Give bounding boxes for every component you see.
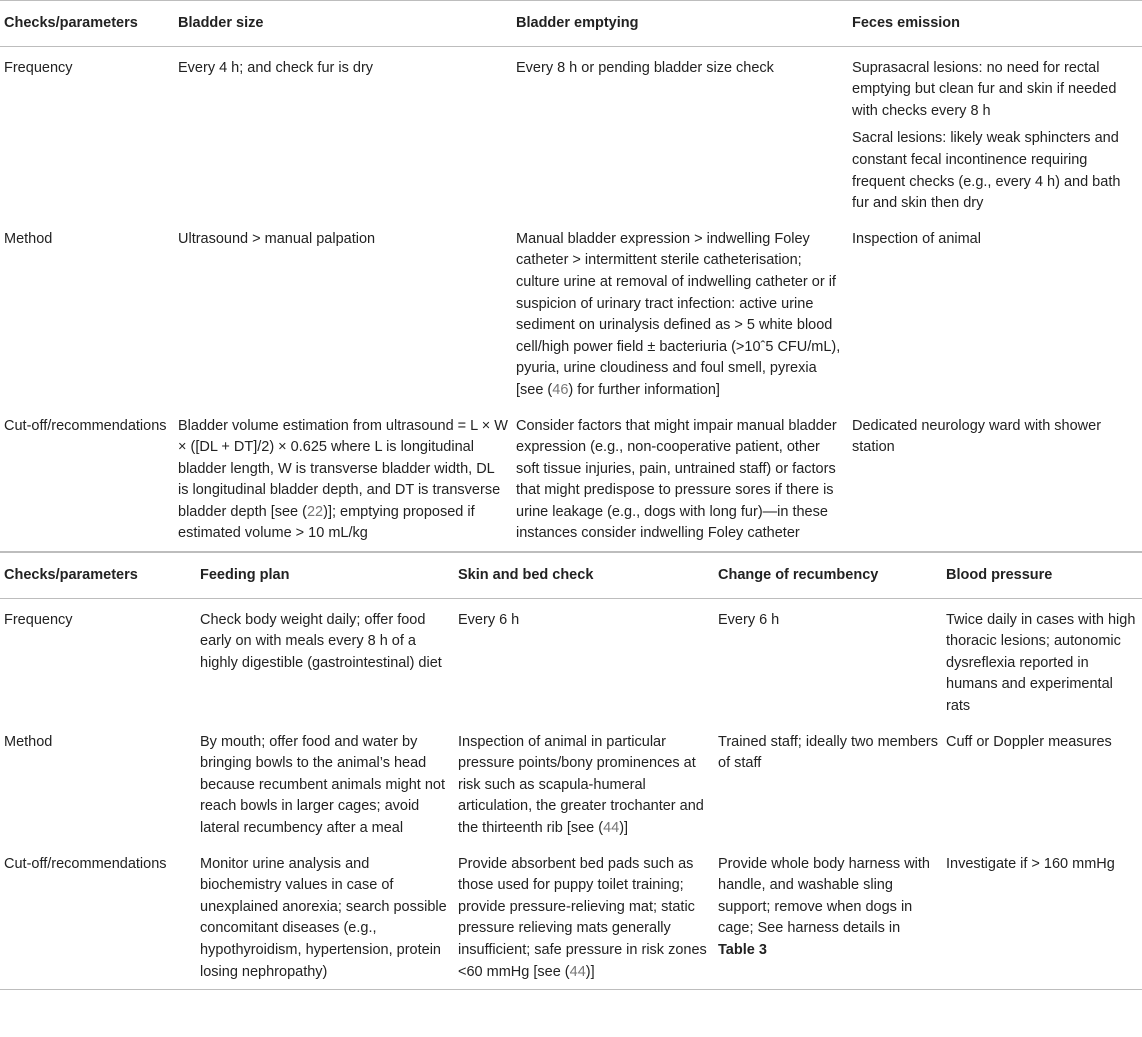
table2-header-change-recumbency: Change of recumbency bbox=[714, 553, 942, 599]
table1-header-feces-emission: Feces emission bbox=[848, 1, 1142, 47]
table2-header-skin-bed-check: Skin and bed check bbox=[454, 553, 714, 599]
row-label: Method bbox=[4, 733, 53, 750]
table1-header-row bbox=[0, 1, 1142, 47]
cell-bladder-size: Every 4 h; and check fur is dry bbox=[178, 59, 374, 76]
feces-sacral-text: Sacral lesions: likely weak sphincters and constant fecal incontinence requiring frequent checks (e.g., every 4 h) and bath fur and skin then dry bbox=[852, 130, 1121, 212]
cell-text: )] bbox=[619, 820, 629, 836]
table2-header-row bbox=[0, 553, 1142, 599]
cell-bladder-emptying: Consider factors that might impair manual bladder expression (e.g., non-cooperative patient, other soft tissue injuries, pain, untrained staff) or factors that might predispose to pressure sores if there is urine leakage (e.g., dogs with long fur)—in these instances consider indwelling Foley catheter bbox=[512, 405, 848, 552]
cell-text: Inspection of animal in particular pressure points/bony prominences at risk such as scapula-humeral articulation, the greater trochanter and the thirteenth rib [see ( bbox=[458, 733, 704, 836]
cell-skin-bed-check bbox=[454, 721, 714, 843]
table2-header-checks: Checks/parameters bbox=[0, 553, 196, 599]
cell-feeding-plan: By mouth; offer food and water by bringing bowls to the animal’s head because recumbent animals might not reach bowls in larger cages; avoid lateral recumbency after a meal bbox=[200, 733, 446, 836]
table1-row-method bbox=[0, 218, 1142, 405]
cell-text: )]; emptying proposed if estimated volume > 10 mL/kg bbox=[178, 503, 475, 542]
table2-header-blood-pressure: Blood pressure bbox=[942, 553, 1142, 599]
table1-header-bladder-emptying: Bladder emptying bbox=[512, 1, 848, 47]
reference-link[interactable]: 44 bbox=[603, 820, 620, 836]
cell-bladder-size: Ultrasound > manual palpation bbox=[178, 230, 376, 247]
cell-feces-emission: Dedicated neurology ward with shower station bbox=[848, 405, 1142, 552]
table1-header-bladder-size: Bladder size bbox=[174, 1, 512, 47]
cell-text: Provide absorbent bed pads such as those used for puppy toilet training; provide pressure-relieving mat; static pressure relieving mats generally insufficient; safe pressure in risk zones <60 mmHg [see ( bbox=[458, 855, 707, 980]
cell-skin-bed-check bbox=[454, 843, 714, 990]
cell-change-recumbency bbox=[714, 843, 942, 990]
care-table-2 bbox=[0, 552, 1142, 990]
table1-header-checks: Checks/parameters bbox=[0, 1, 174, 47]
cell-bladder-emptying bbox=[512, 218, 848, 405]
reference-link[interactable]: 44 bbox=[569, 963, 586, 980]
reference-link[interactable]: 22 bbox=[306, 503, 324, 520]
cell-feces-emission bbox=[848, 46, 1142, 218]
cell-blood-pressure: Cuff or Doppler measures bbox=[946, 733, 1112, 750]
cell-bladder-size bbox=[174, 405, 512, 552]
table2-header-feeding-plan: Feeding plan bbox=[196, 553, 454, 599]
cell-text: Provide whole body harness with handle, and washable sling support; remove when dogs in cage; See harness details in bbox=[718, 855, 930, 937]
cell-skin-bed-check: Every 6 h bbox=[458, 611, 520, 628]
cell-text: ) for further information] bbox=[568, 381, 720, 398]
row-label: Method bbox=[4, 230, 53, 247]
row-label: Frequency bbox=[4, 611, 73, 628]
table1-row-cutoff bbox=[0, 405, 1142, 552]
cell-text: Bladder volume estimation from ultrasound = L × W × ([DL + DT]/2) × 0.625 where L is longitudinal bladder length, W is transverse bladder width, DL is longitudinal bladder depth, and DT is transverse bladder depth [see ( bbox=[178, 417, 508, 520]
cell-blood-pressure: Twice daily in cases with high thoracic lesions; autonomic dysreflexia reported in humans and experimental rats bbox=[946, 611, 1136, 715]
reference-link[interactable]: 46 bbox=[552, 381, 569, 398]
cell-feeding-plan: Monitor urine analysis and biochemistry values in case of unexplained anorexia; search possible concomitant diseases (e.g., hypothyroidism, hypertension, protein losing nephropathy) bbox=[196, 843, 454, 990]
table2-row-frequency bbox=[0, 598, 1142, 720]
cell-feeding-plan: Check body weight daily; offer food early on with meals every 8 h of a highly digestible (gastrointestinal) diet bbox=[200, 611, 442, 671]
cell-change-recumbency: Every 6 h bbox=[718, 611, 780, 628]
row-label: Cut-off/recommendations bbox=[0, 843, 196, 990]
cell-blood-pressure: Investigate if > 160 mmHg bbox=[942, 843, 1142, 990]
cell-text: )] bbox=[585, 963, 595, 980]
row-label: Cut-off/recommendations bbox=[0, 405, 174, 552]
table1-row-frequency bbox=[0, 46, 1142, 218]
feces-suprasacral-text: Suprasacral lesions: no need for rectal emptying but clean fur and skin if needed with checks every 8 h bbox=[852, 59, 1117, 119]
cell-text: Manual bladder expression > indwelling Foley catheter > intermittent sterile catheterisation; culture urine at removal of indwelling catheter or if suspicion of urinary tract infection: active urine sediment on urinalysis defined as > 5 white blood cell/high power field ± bacteriuria (>10ˆ5 CFU/mL), pyuria, urine cloudiness and foul smell, pyrexia [see ( bbox=[516, 230, 841, 398]
row-label: Frequency bbox=[4, 59, 73, 76]
cell-change-recumbency: Trained staff; ideally two members of staff bbox=[718, 733, 939, 772]
table2-row-cutoff bbox=[0, 843, 1142, 990]
cell-feces-emission: Inspection of animal bbox=[852, 230, 981, 247]
table-reference[interactable]: Table 3 bbox=[718, 941, 767, 958]
cell-bladder-emptying: Every 8 h or pending bladder size check bbox=[516, 59, 774, 76]
table2-row-method bbox=[0, 721, 1142, 843]
